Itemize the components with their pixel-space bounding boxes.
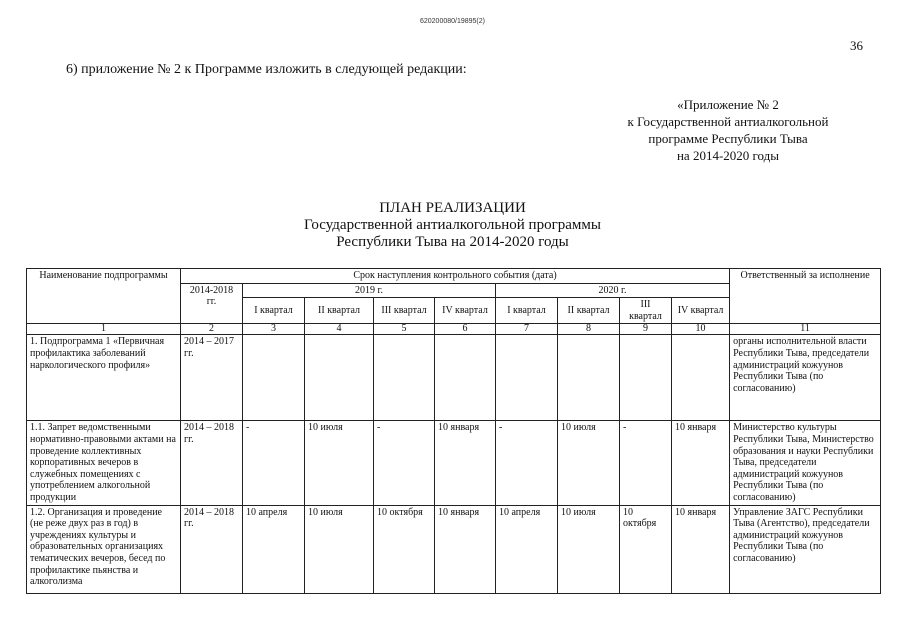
table-row	[27, 505, 881, 593]
header-2014-2018: 2014-2018 гг.	[181, 283, 243, 324]
quarter-date: 10 октября	[620, 505, 672, 593]
column-number: 1	[27, 324, 181, 335]
column-number: 6	[435, 324, 496, 335]
subprogram-name: 1.2. Организация и проведение (не реже двух раз в год) в учреждениях культуры и образовательных организациях тематических вечеров, бесед по профилактике пьянства и алкоголизма	[27, 505, 181, 593]
quarter-date: 10 июля	[558, 421, 620, 505]
header-quarter: IV квартал	[435, 298, 496, 324]
plan-title	[0, 200, 905, 251]
header-2020: 2020 г.	[496, 283, 730, 298]
implementation-plan-table	[26, 268, 881, 594]
column-number: 9	[620, 324, 672, 335]
column-number: 4	[305, 324, 374, 335]
annex-line: «Приложение № 2	[677, 97, 779, 112]
quarter-date: 10 января	[435, 505, 496, 593]
intro-text: 6) приложение № 2 к Программе изложить в следующей редакции:	[66, 62, 467, 77]
responsible-cell: Управление ЗАГС Республики Тыва (Агентство), председатели администраций кожуунов Республики Тыва (по согласованию)	[730, 505, 881, 593]
annex-line: на 2014-2020 годы	[676, 148, 780, 163]
quarter-date: 10 января	[435, 421, 496, 505]
plan-title-line: ПЛАН РЕАЛИЗАЦИИ	[379, 200, 526, 216]
period-cell: 2014 – 2018 гг.	[181, 505, 243, 593]
quarter-date: 10 октября	[374, 505, 435, 593]
responsible-cell: Министерство культуры Республики Тыва, Министерство образования и науки Республики Тыва, председатели администраций кожуунов Республики Тыва (по согласованию)	[730, 421, 881, 505]
header-quarter: II квартал	[305, 298, 374, 324]
header-2019: 2019 г.	[243, 283, 496, 298]
header-quarter: III квартал	[374, 298, 435, 324]
header-quarter: I квартал	[243, 298, 305, 324]
header-quarter: II квартал	[558, 298, 620, 324]
header-deadline: Срок наступления контрольного события (дата)	[181, 269, 730, 284]
quarter-date: 10 июля	[305, 505, 374, 593]
table-row	[27, 421, 881, 505]
column-number: 3	[243, 324, 305, 335]
quarter-date: 10 января	[672, 505, 730, 593]
subprogram-name: 1.1. Запрет ведомственными нормативно-правовыми актами на проведение коллективных корпоративных вечеров в служебных помещениях с употреблением алкогольной продукции	[27, 421, 181, 505]
column-number: 7	[496, 324, 558, 335]
header-name: Наименование подпрограммы	[27, 269, 181, 324]
column-number: 11	[730, 324, 881, 335]
period-cell: 2014 – 2018 гг.	[181, 421, 243, 505]
column-number: 2	[181, 324, 243, 335]
quarter-date: -	[620, 421, 672, 505]
quarter-date: 10 июля	[305, 421, 374, 505]
quarter-date: 10 января	[672, 421, 730, 505]
quarter-date	[435, 335, 496, 421]
quarter-date	[620, 335, 672, 421]
quarter-date: -	[496, 421, 558, 505]
plan-title-line: Государственной антиалкогольной программы	[304, 217, 601, 233]
quarter-date	[558, 335, 620, 421]
quarter-date	[672, 335, 730, 421]
quarter-date	[374, 335, 435, 421]
column-number: 8	[558, 324, 620, 335]
responsible-cell: органы исполнительной власти Республики Тыва, председатели администраций кожуунов Республики Тыва (по согласованию)	[730, 335, 881, 421]
table-row	[27, 335, 881, 421]
subprogram-name: 1. Подпрограмма 1 «Первичная профилактика заболеваний наркологического профиля»	[27, 335, 181, 421]
quarter-date	[496, 335, 558, 421]
column-numbers-row	[27, 324, 881, 335]
quarter-date: 10 июля	[558, 505, 620, 593]
quarter-date: 10 апреля	[243, 505, 305, 593]
period-cell: 2014 – 2017 гг.	[181, 335, 243, 421]
plan-title-line: Республики Тыва на 2014-2020 годы	[336, 234, 569, 250]
annex-heading	[578, 96, 878, 164]
document-id: 620200080/19895(2)	[419, 18, 485, 25]
column-number: 10	[672, 324, 730, 335]
page-number: 36	[850, 38, 863, 53]
column-number: 5	[374, 324, 435, 335]
quarter-date	[305, 335, 374, 421]
quarter-date: -	[374, 421, 435, 505]
header-row	[27, 269, 881, 284]
quarter-date	[243, 335, 305, 421]
header-quarter: IV квартал	[672, 298, 730, 324]
quarter-date: -	[243, 421, 305, 505]
quarter-date: 10 апреля	[496, 505, 558, 593]
header-quarter: III квартал	[620, 298, 672, 324]
header-quarter: I квартал	[496, 298, 558, 324]
annex-line: к Государственной антиалкогольной	[627, 114, 829, 129]
annex-line: программе Республики Тыва	[648, 131, 808, 146]
header-responsible: Ответственный за исполнение	[730, 269, 881, 324]
